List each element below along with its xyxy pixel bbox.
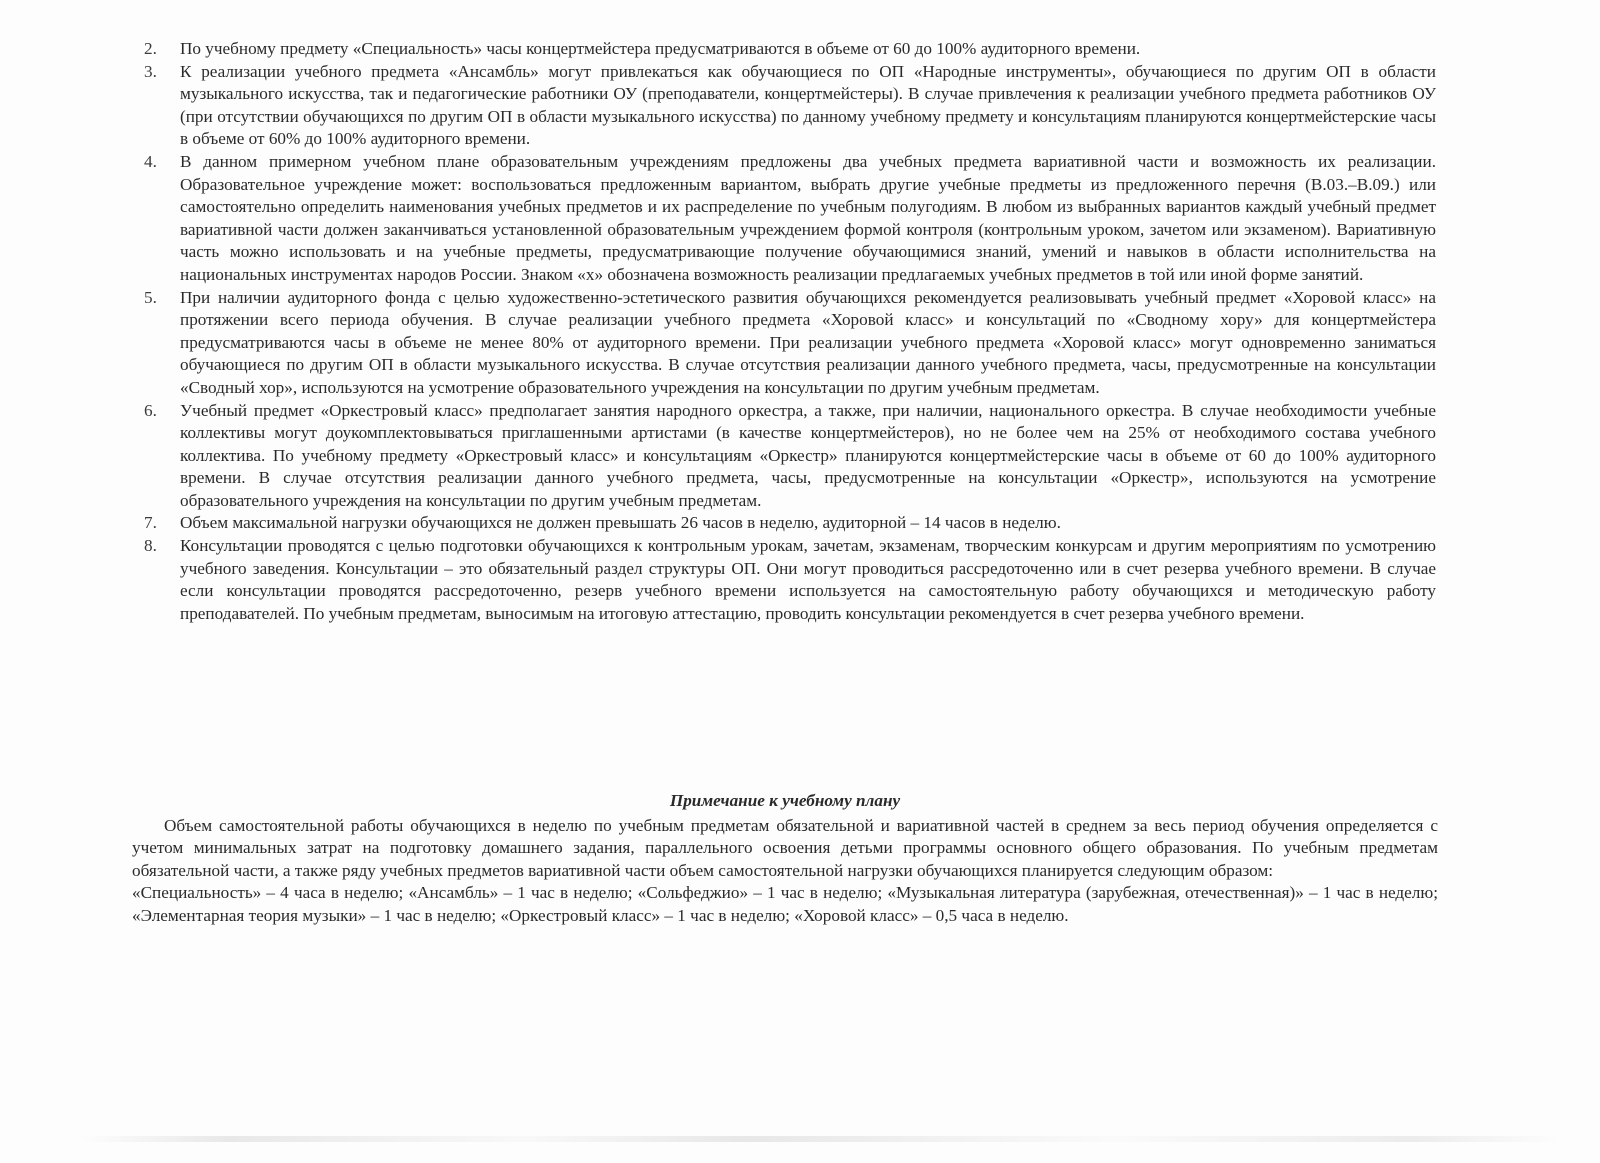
note-text: Учебный предмет «Оркестровый класс» предполагает занятия народного оркестра, а также, при наличии, национального оркестра. В случае необходимости учебные коллективы могут доукомплектовываться приглашенными артистами (в качестве концертмейстеров), но не более чем на 25% от необходимого состава учебного коллектива. По учебному предмету «Оркестровый класс» и консультациям «Оркестр» планируются концертмейстерские часы в объеме от 60 до 100% аудиторного времени. В случае отсутствия реализации данного учебного предмета, часы, предусмотренные на консультации «Оркестр», используются на усмотрение образовательного учреждения на консультации по другим учебным предметам. [180, 400, 1436, 510]
notes-list [136, 38, 1436, 625]
note-item [136, 61, 1436, 151]
note-text: При наличии аудиторного фонда с целью художественно-эстетического развития обучающихся рекомендуется реализовывать учебный предмет «Хоровой класс» на протяжении всего периода обучения. В случае реализации учебного предмета «Хоровой класс» и консультаций по «Сводному хору» для концертмейстера предусматриваются часы в объеме не менее 80% от аудиторного времени. При реализации учебного предмета «Хоровой класс» могут одновременно заниматься обучающиеся по другим ОП в области музыкального искусства. В случае отсутствия реализации данного учебного предмета, часы, предусмотренные на консультации «Сводный хор», используются на усмотрение образовательного учреждения на консультации по другим учебным предметам. [180, 287, 1436, 397]
note-text: К реализации учебного предмета «Ансамбль» могут привлекаться как обучающиеся по ОП «Народные инструменты», обучающиеся по другим ОП в области музыкального искусства, так и педагогические работники ОУ (преподаватели, концертмейстеры). В случае привлечения к реализации учебного предмета работников ОУ (при отсутствии обучающихся по другим ОП в области музыкального искусства) по данному учебному предмету и консультациям планируются концертмейстерские часы в объеме от 60% до 100% аудиторного времени. [180, 61, 1436, 149]
remark-paragraph: Объем самостоятельной работы обучающихся в неделю по учебным предметам обязательной и вариативной частей в среднем за весь период обучения определяется с учетом минимальных затрат на подготовку домашнего задания, параллельного освоения детьми программы основного общего образования. По учебным предметам обязательной части, а также ряду учебных предметов вариативной части объем самостоятельной нагрузки обучающихся планируется следующим образом: [132, 815, 1438, 880]
note-item [136, 151, 1436, 287]
note-number: 3. [144, 61, 157, 81]
note-item [136, 400, 1436, 513]
remark-section [132, 790, 1438, 928]
note-text: Объем максимальной нагрузки обучающихся не должен превышать 26 часов в неделю, аудиторной – 14 часов в неделю. [180, 513, 1061, 533]
note-item [136, 535, 1436, 625]
note-number: 5. [144, 287, 157, 307]
note-number: 7. [144, 513, 157, 533]
remark-hours-list: «Специальность» – 4 часа в неделю; «Ансамбль» – 1 час в неделю; «Сольфеджио» – 1 час в неделю; «Музыкальная литература (зарубежная, отечественная)» – 1 час в неделю; «Элементарная теория музыки» – 1 час в неделю; «Оркестровый класс» – 1 час в неделю; «Хоровой класс» – 0,5 часа в неделю. [132, 883, 1438, 925]
note-number: 8. [144, 536, 157, 556]
note-text: Консультации проводятся с целью подготовки обучающихся к контрольным урокам, зачетам, экзаменам, творческим конкурсам и другим мероприятиям по усмотрению учебного заведения. Консультации – это обязательный раздел структуры ОП. Они могут проводиться рассредоточенно или в счет резерва учебного времени. В случае если консультации проводятся рассредоточенно, резерв учебного времени используется на самостоятельную работу обучающихся и методическую работу преподавателей. По учебным предметам, выносимым на итоговую аттестацию, проводить консультации рекомендуется в счет резерва учебного времени. [180, 536, 1436, 623]
note-item [136, 512, 1436, 535]
note-number: 6. [144, 400, 157, 420]
note-text: В данном примерном учебном плане образовательным учреждениям предложены два учебных предмета вариативной части и возможность их реализации. Образовательное учреждение может: воспользоваться предложенным вариантом, выбрать другие учебные предметы из предложенного перечня (В.03.–В.09.) или самостоятельно определить наименования учебных предметов и их распределение по учебным полугодиям. В любом из выбранных вариантов каждый учебный предмет вариативной части должен заканчиваться установленной образовательным учреждением формой контроля (контрольным уроком, зачетом или экзаменом). Вариативную часть можно использовать и на учебные предметы, предусматривающие получение обучающимися знаний, умений и навыков в области исполнительства на национальных инструментах народов России. Знаком «х» обозначена возможность реализации предлагаемых учебных предметов в той или иной форме занятий. [180, 151, 1436, 284]
scan-edge-artifact [80, 1136, 1560, 1142]
note-item [136, 38, 1436, 61]
note-number: 2. [144, 39, 157, 58]
note-text: По учебному предмету «Специальность» часы концертмейстера предусматриваются в объеме от 60 до 100% аудиторного времени. [180, 39, 1141, 58]
note-number: 4. [144, 151, 157, 171]
remark-title: Примечание к учебному плану [669, 791, 901, 810]
note-item [136, 287, 1436, 400]
